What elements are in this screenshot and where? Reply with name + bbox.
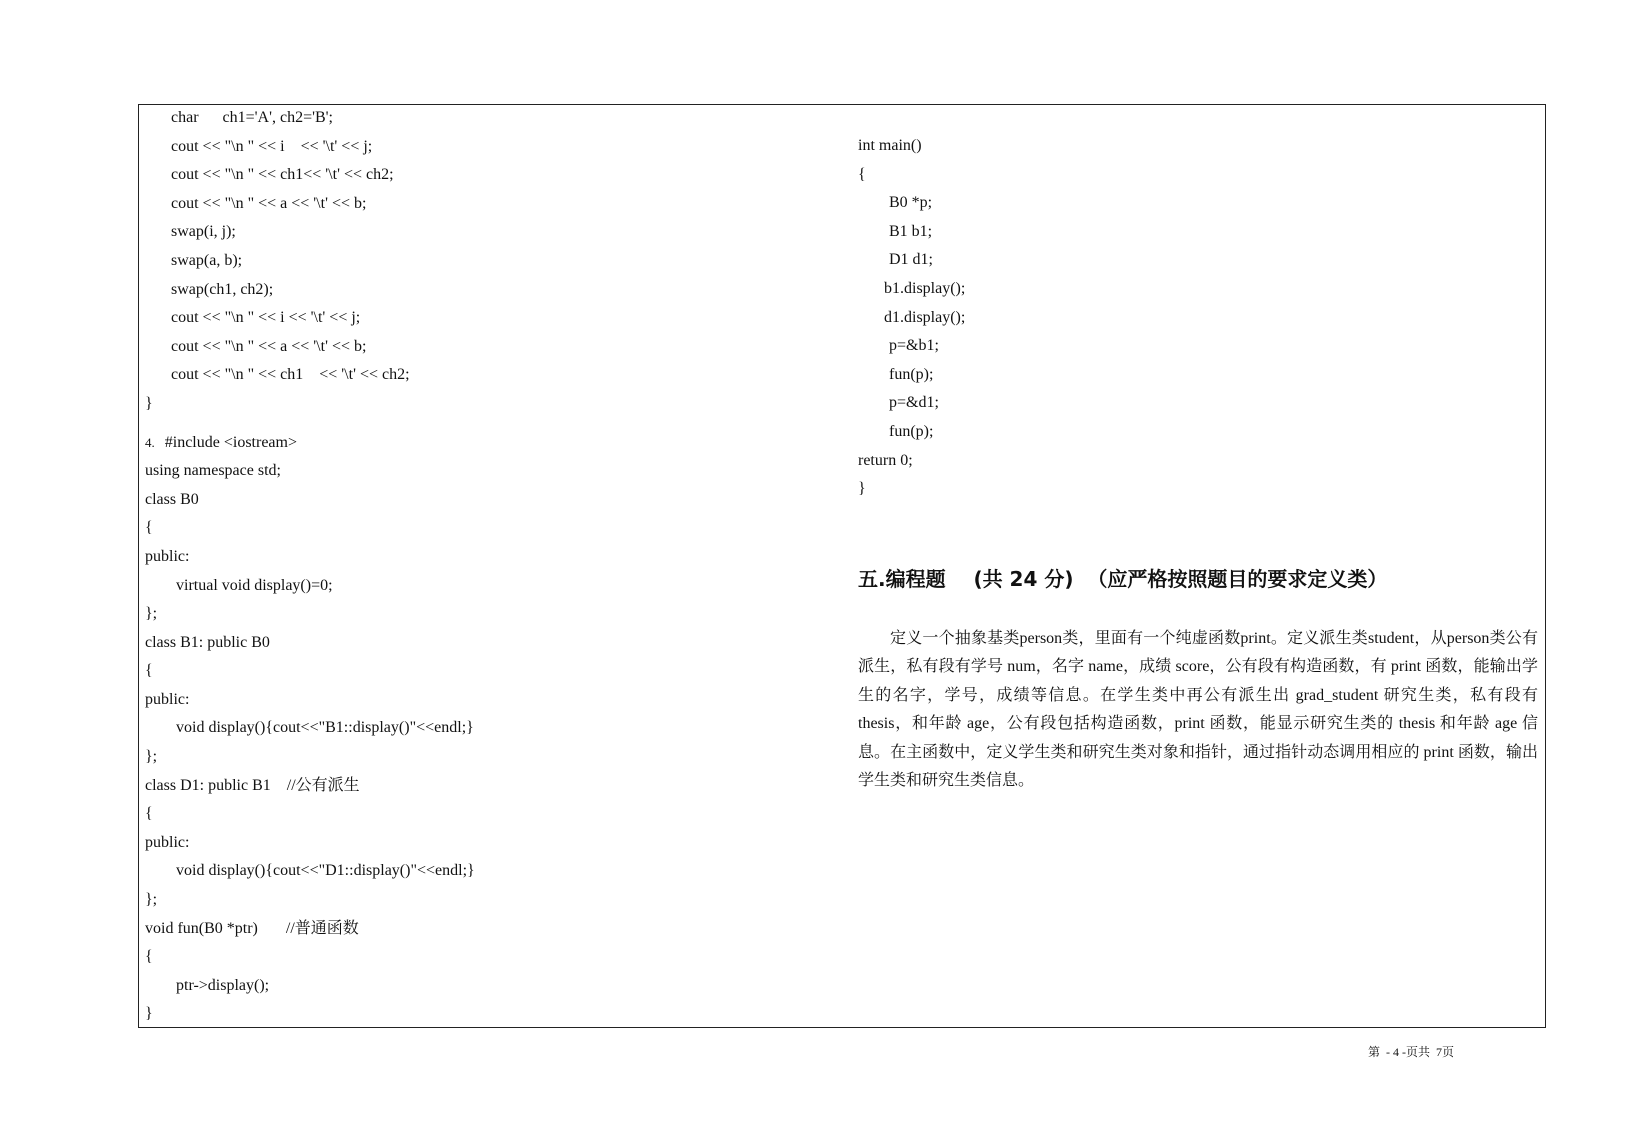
code-line: fun(p); xyxy=(889,365,934,383)
section-heading: 五.编程题 (共 24 分) （应严格按照题目的要求定义类） xyxy=(858,567,1388,591)
code-line: void display(){cout<<"D1::display()"<<endl;} xyxy=(176,862,475,880)
code-line: cout << "\n " << a << '\t' << b; xyxy=(171,194,367,212)
code-line: virtual void display()=0; xyxy=(176,576,333,594)
code-line: fun(p); xyxy=(889,422,934,440)
code-line: p=&b1; xyxy=(889,337,939,355)
code-line: class B0 xyxy=(145,490,199,508)
code-line: { xyxy=(145,948,153,966)
code-line: B0 *p; xyxy=(889,194,933,212)
code-line: { xyxy=(145,805,153,823)
code-line: cout << "\n " << ch1 << '\t' << ch2; xyxy=(171,366,410,384)
code-line: swap(ch1, ch2); xyxy=(171,280,274,298)
code-line: p=&d1; xyxy=(889,394,939,412)
code-line: public: xyxy=(145,690,190,708)
code-line: void fun(B0 *ptr) //普通函数 xyxy=(145,919,359,937)
code-line: swap(a, b); xyxy=(171,251,243,269)
problem-statement: 定义一个抽象基类person类，里面有一个纯虚函数print。定义派生类student，从person类公有派生，私有段有学号 num，名字 name，成绩 score，公有段有构造函数，有 print 函数，能输出学生的名字，学号，成绩等信息。在学生类中再公有派生出 grad_student 研究生类，私有段有 thesis，和年龄 age，公有段包括构造函数，print 函数，能显示研究生类的 thesis 和年龄 age 信息。在主函数中，定义学生类和研究生类对象和指针，通过指针动态调用相应的 print 函数，输出学生类和研究生类信息。 xyxy=(858,630,1538,790)
code-line: } xyxy=(145,1005,153,1023)
code-line: public: xyxy=(145,547,190,565)
code-line: } xyxy=(145,394,153,412)
code-line: cout << "\n " << i << '\t' << j; xyxy=(171,137,373,155)
page-number: 第 - 4 -页共 7页 xyxy=(1368,1045,1454,1059)
right-code-column xyxy=(858,132,1538,504)
code-line: d1.display(); xyxy=(884,308,966,326)
code-line: swap(i, j); xyxy=(171,223,236,241)
code-line: cout << "\n " << a << '\t' << b; xyxy=(171,337,367,355)
code-line: B1 b1; xyxy=(889,222,933,240)
code-line: ptr->display(); xyxy=(176,976,270,994)
code-line: cout << "\n " << ch1<< '\t' << ch2; xyxy=(171,166,394,184)
code-line: D1 d1; xyxy=(889,251,933,269)
code-line: { xyxy=(145,662,153,680)
code-line: #include <iostream> xyxy=(164,433,297,451)
code-line: public: xyxy=(145,833,190,851)
code-line: cout << "\n " << i << '\t' << j; xyxy=(171,309,361,327)
question-4-line xyxy=(145,429,785,458)
code-line: char ch1='A', ch2='B'; xyxy=(171,109,333,126)
code-line: void display(){cout<<"B1::display()"<<endl;} xyxy=(176,719,474,737)
code-line: int main() xyxy=(858,137,922,154)
code-line: { xyxy=(145,519,153,537)
code-line: return 0; xyxy=(858,451,913,469)
code-line: } xyxy=(858,480,866,498)
code-line: b1.display(); xyxy=(884,279,966,297)
left-code-column xyxy=(145,104,785,1029)
code-line: { xyxy=(858,165,866,183)
code-line: }; xyxy=(145,748,158,766)
code-line: class B1: public B0 xyxy=(145,633,270,651)
code-line: class D1: public B1 //公有派生 xyxy=(145,776,360,794)
code-line: }; xyxy=(145,891,158,909)
question-number: 4. xyxy=(145,434,155,450)
code-line: using namespace std; xyxy=(145,462,281,480)
code-line: }; xyxy=(145,605,158,623)
